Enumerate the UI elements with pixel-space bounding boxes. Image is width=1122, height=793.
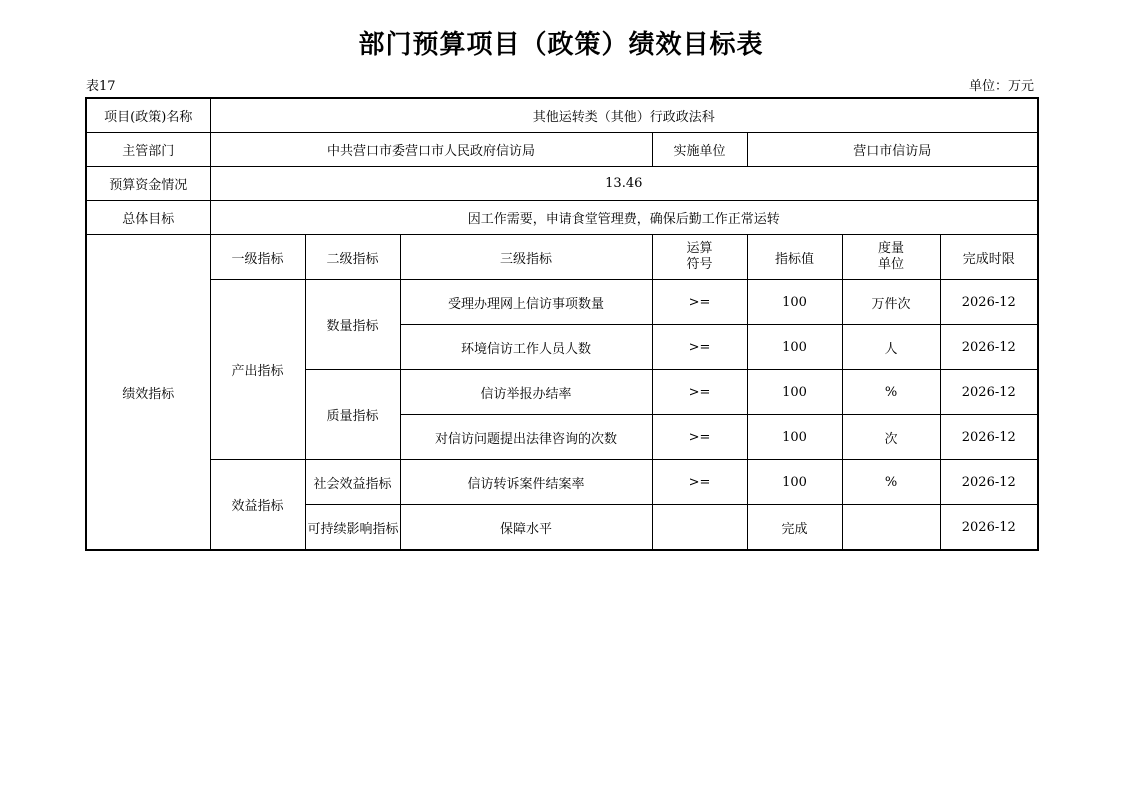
header-level3: 三级指标	[400, 235, 652, 280]
group-output: 产出指标	[210, 280, 305, 460]
value-cell: 完成	[747, 505, 842, 551]
operator-cell: >=	[652, 370, 747, 415]
page-title: 部门预算项目（政策）绩效目标表	[358, 30, 764, 60]
project-row	[86, 98, 1038, 133]
perf-label: 绩效指标	[86, 235, 210, 551]
budget-row	[86, 167, 1038, 201]
impl-label: 实施单位	[652, 133, 747, 167]
indicator-cell: 受理办理网上信访事项数量	[400, 280, 652, 325]
deadline-cell: 2026-12	[940, 415, 1038, 460]
value-cell: 100	[747, 370, 842, 415]
header-row	[86, 235, 1038, 280]
header-level1: 一级指标	[210, 235, 305, 280]
impl-value: 营口市信访局	[747, 133, 1038, 167]
operator-cell: >=	[652, 280, 747, 325]
group-sustain: 可持续影响指标	[305, 505, 400, 551]
unit-cell: %	[842, 370, 940, 415]
group-quality: 质量指标	[305, 370, 400, 460]
dept-row	[86, 133, 1038, 167]
project-label: 项目(政策)名称	[86, 98, 210, 133]
header-unit-line2: 单位	[877, 257, 904, 272]
header-deadline: 完成时限	[940, 235, 1038, 280]
indicator-cell: 对信访问题提出法律咨询的次数	[400, 415, 652, 460]
header-operator-line2: 符号	[686, 257, 713, 272]
operator-cell	[652, 505, 747, 551]
table-row	[86, 460, 1038, 505]
header-level2: 二级指标	[305, 235, 400, 280]
unit-cell: 人	[842, 325, 940, 370]
indicator-cell: 信访举报办结率	[400, 370, 652, 415]
group-social: 社会效益指标	[305, 460, 400, 505]
unit-cell: 次	[842, 415, 940, 460]
value-cell: 100	[747, 325, 842, 370]
table-row	[86, 280, 1038, 325]
dept-value: 中共营口市委营口市人民政府信访局	[210, 133, 652, 167]
header-operator-line1: 运算	[686, 241, 713, 256]
deadline-cell: 2026-12	[940, 505, 1038, 551]
group-quantity: 数量指标	[305, 280, 400, 370]
deadline-cell: 2026-12	[940, 370, 1038, 415]
operator-cell: >=	[652, 460, 747, 505]
value-cell: 100	[747, 460, 842, 505]
header-value: 指标值	[747, 235, 842, 280]
unit-label: 单位：万元	[968, 79, 1034, 94]
value-cell: 100	[747, 280, 842, 325]
indicator-cell: 信访转诉案件结案率	[400, 460, 652, 505]
header-unit-line1: 度量	[877, 241, 904, 256]
dept-label: 主管部门	[86, 133, 210, 167]
deadline-cell: 2026-12	[940, 460, 1038, 505]
goal-label: 总体目标	[86, 201, 210, 235]
unit-cell: 万件次	[842, 280, 940, 325]
deadline-cell: 2026-12	[940, 280, 1038, 325]
header-operator	[652, 235, 747, 280]
table-number: 表17	[86, 79, 116, 94]
group-benefit: 效益指标	[210, 460, 305, 551]
budget-value: 13.46	[210, 167, 1038, 201]
project-value: 其他运转类（其他）行政政法科	[210, 98, 1038, 133]
budget-label: 预算资金情况	[86, 167, 210, 201]
performance-table	[85, 97, 1039, 551]
header-unit	[842, 235, 940, 280]
indicator-cell: 保障水平	[400, 505, 652, 551]
operator-cell: >=	[652, 415, 747, 460]
deadline-cell: 2026-12	[940, 325, 1038, 370]
operator-cell: >=	[652, 325, 747, 370]
unit-cell	[842, 505, 940, 551]
unit-cell: %	[842, 460, 940, 505]
goal-row	[86, 201, 1038, 235]
value-cell: 100	[747, 415, 842, 460]
indicator-cell: 环境信访工作人员人数	[400, 325, 652, 370]
goal-value: 因工作需要，申请食堂管理费，确保后勤工作正常运转	[210, 201, 1038, 235]
